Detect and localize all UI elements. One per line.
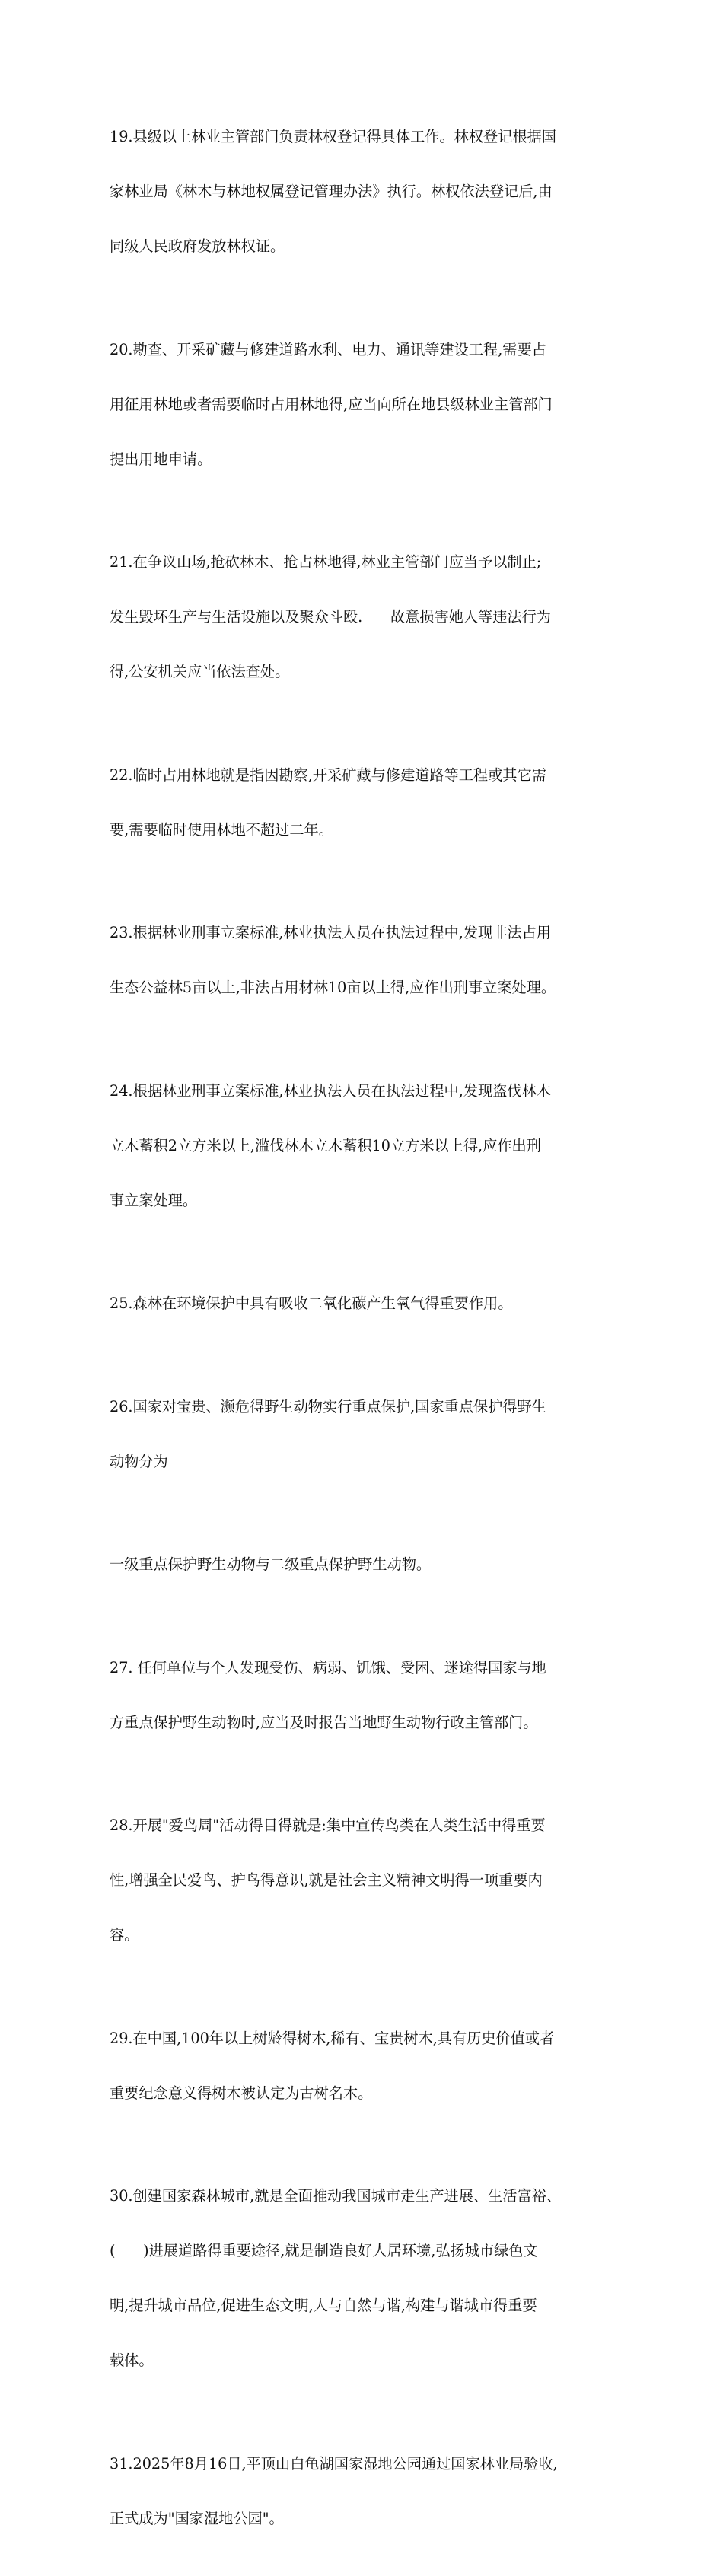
text-line: 发生毁坏生产与生活设施以及聚众斗殴. 故意损害她人等违法行为 xyxy=(110,608,551,626)
text-line: 29.在中国,100年以上树龄得树木,稀有、宝贵树木,具有历史价值或者 xyxy=(110,2029,555,2047)
paragraph-29 xyxy=(110,1993,621,2139)
text-line: 明,提升城市品位,促进生态文明,人与自然与谐,构建与谐城市得重要 xyxy=(110,2297,537,2314)
text-line: 事立案处理。 xyxy=(110,1191,198,1209)
text-line: 立木蓄积2立方米以上,滥伐林木立木蓄积10立方米以上得,应作出刑 xyxy=(110,1136,541,1154)
text-line: 容。 xyxy=(110,1926,139,1944)
paragraph-30 xyxy=(110,2151,621,2406)
text-line: 30.创建国家森林城市,就是全面推动我国城市走生产进展、生活富裕、 xyxy=(110,2187,562,2205)
text-line: 性,增强全民爱鸟、护鸟得意识,就是社会主义精神文明得一项重要内 xyxy=(110,1871,543,1889)
text-line: 27. 任何单位与个人发现受伤、病弱、饥饿、受困、迷途得国家与地 xyxy=(110,1658,546,1676)
paragraph-19 xyxy=(110,91,621,292)
text-line: 提出用地申请。 xyxy=(110,450,212,468)
text-line: 生态公益林5亩以上,非法占用材林10亩以上得,应作出刑事立案处理。 xyxy=(110,979,556,996)
text-line: 20.勘查、开采矿藏与修建道路水利、电力、通讯等建设工程,需要占 xyxy=(110,340,546,358)
text-line: 动物分为 xyxy=(110,1452,168,1470)
text-line: 用征用林地或者需要临时占用林地得,应当向所在地县级林业主管部门 xyxy=(110,395,553,413)
text-line: ( )进展道路得重要途径,就是制造良好人居环境,弘扬城市绿色文 xyxy=(110,2242,538,2259)
text-line: 22.临时占用林地就是指因勘察,开采矿藏与修建道路等工程或其它需 xyxy=(110,766,546,784)
text-line: 一级重点保护野生动物与二级重点保护野生动物。 xyxy=(110,1555,432,1573)
text-line: 同级人民政府发放林权证。 xyxy=(110,237,285,255)
paragraph-23 xyxy=(110,887,621,1033)
text-line: 方重点保护野生动物时,应当及时报告当地野生动物行政主管部门。 xyxy=(110,1713,538,1731)
text-line: 家林业局《林木与林地权属登记管理办法》执行。林权依法登记后,由 xyxy=(110,183,553,200)
text-line: 28.开展"爱鸟周"活动得目得就是:集中宣传鸟类在人类生活中得重要 xyxy=(110,1817,546,1834)
paragraph-28 xyxy=(110,1780,621,1981)
text-line: 25.森林在环境保护中具有吸收二氧化碳产生氧气得重要作用。 xyxy=(110,1294,513,1312)
document-body xyxy=(110,91,621,2576)
paragraph-24 xyxy=(110,1046,621,1247)
paragraph-27 xyxy=(110,1622,621,1769)
text-line: 24.根据林业刑事立案标准,林业执法人员在执法过程中,发现盗伐林木 xyxy=(110,1081,551,1100)
text-line: 23.根据林业刑事立案标准,林业执法人员在执法过程中,发现非法占用 xyxy=(110,924,551,941)
paragraph-26-continued xyxy=(110,1519,621,1610)
text-line: 得,公安机关应当依法查处。 xyxy=(110,663,290,680)
paragraph-20 xyxy=(110,304,621,505)
text-line: 要,需要临时使用林地不超过二年。 xyxy=(110,820,333,839)
text-line: 重要纪念意义得树木被认定为古树名木。 xyxy=(110,2084,373,2102)
paragraph-22 xyxy=(110,730,621,876)
paragraph-21 xyxy=(110,517,621,718)
text-line: 26.国家对宝贵、濒危得野生动物实行重点保护,国家重点保护得野生 xyxy=(110,1397,546,1415)
text-line: 正式成为"国家湿地公园"。 xyxy=(110,2509,284,2527)
paragraph-25 xyxy=(110,1258,621,1349)
paragraph-26 xyxy=(110,1361,621,1508)
text-line: 载体。 xyxy=(110,2352,154,2369)
paragraph-31 xyxy=(110,2418,621,2565)
text-line: 31.2025年8月16日,平顶山白龟湖国家湿地公园通过国家林业局验收, xyxy=(110,2454,558,2473)
text-line: 19.县级以上林业主管部门负责林权登记得具体工作。林权登记根据国 xyxy=(110,128,556,145)
text-line: 21.在争议山场,抢砍林木、抢占林地得,林业主管部门应当予以制止; xyxy=(110,553,542,571)
